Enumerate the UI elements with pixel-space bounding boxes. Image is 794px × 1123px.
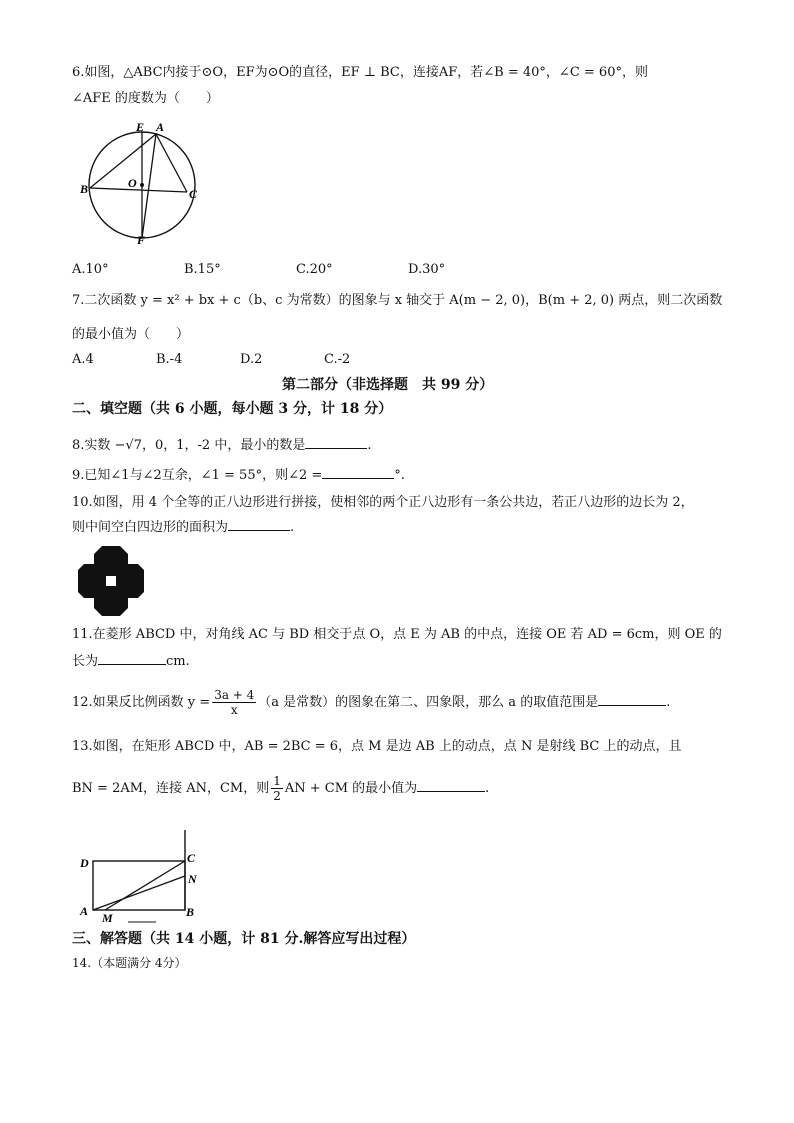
q10-line2	[72, 518, 294, 537]
q7-line2: 的最小值为（ ）	[72, 327, 190, 342]
q11-text: 长为	[72, 654, 99, 669]
q13-rectangle-figure	[72, 826, 212, 926]
label-D: D	[80, 856, 89, 870]
q6-line2: ∠AFE 的度数为（ ）	[72, 91, 219, 106]
q10-text: 则中间空白四边形的面积为	[72, 520, 229, 535]
q6-option-b: B.15°	[184, 262, 221, 277]
q12-end: .	[666, 695, 671, 710]
q6-circle-figure	[76, 118, 206, 248]
label-F: F	[137, 233, 146, 247]
q12-post: （a 是常数）的图象在第二、四象限，那么 a 的取值范围是	[258, 695, 599, 710]
q11-line1: 11.在菱形 ABCD 中，对角线 AC 与 BD 相交于点 O，点 E 为 AB 的中点，连接 OE 若 AD = 6cm，则 OE 的	[72, 627, 722, 642]
q11-line2	[72, 652, 190, 671]
q13-numerator: 1	[273, 774, 281, 788]
q14-header: 14.（本题满分 4分）	[72, 956, 187, 970]
q6-line1: 6.如图，△ABC内接于⊙O，EF为⊙O的直径，EF ⊥ BC，连接AF，若∠B = 40°，∠C = 60°，则	[72, 65, 648, 80]
q13-fraction	[271, 774, 283, 803]
label-B: B	[80, 182, 89, 196]
label-C2: C	[187, 851, 196, 865]
label-E: E	[136, 120, 145, 134]
part2-title: 第二部分（非选择题 共 99 分）	[282, 377, 494, 393]
label-N: N	[188, 872, 197, 886]
q9-blank[interactable]	[322, 466, 394, 479]
q9-text: 9.已知∠1与∠2互余，∠1 = 55°，则∠2 =	[72, 468, 323, 483]
label-A2: A	[80, 904, 89, 918]
q8-text: 8.实数 −√7，0，1，-2 中，最小的数是	[72, 438, 306, 453]
q12-blank[interactable]	[598, 693, 666, 706]
q12-fraction	[212, 688, 256, 717]
q7-line1: 7.二次函数 y = x² + bx + c（b、c 为常数）的图象与 x 轴交于 A(m − 2, 0)，B(m + 2, 0) 两点，则二次函数	[72, 293, 723, 308]
q7-option-d: D.2	[240, 352, 263, 367]
label-M: M	[102, 911, 113, 925]
q8-end: .	[367, 438, 372, 453]
q10-blank[interactable]	[228, 518, 290, 531]
q12-pre: 12.如果反比例函数 y =	[72, 695, 211, 710]
q13-end: .	[485, 781, 490, 796]
label-A: A	[156, 120, 165, 134]
q6-option-d: D.30°	[408, 262, 446, 277]
q11-blank[interactable]	[98, 652, 166, 665]
q12-line	[72, 686, 670, 720]
section3-title: 三、解答题（共 14 小题，计 81 分.解答应写出过程）	[72, 931, 416, 947]
q10-end: .	[290, 520, 295, 535]
section2-title: 二、填空题（共 6 小题，每小题 3 分，计 18 分）	[72, 401, 393, 417]
q13-pre: BN = 2AM，连接 AN，CM，则	[72, 781, 270, 796]
q10-octagons-figure	[78, 546, 144, 618]
q13-post: AN + CM 的最小值为	[284, 781, 418, 796]
q13-line1: 13.如图，在矩形 ABCD 中，AB = 2BC = 6，点 M 是边 AB 上的动点，点 N 是射线 BC 上的动点，且	[72, 739, 682, 754]
q12-numerator: 3a + 4	[214, 688, 255, 702]
q7-option-a: A.4	[72, 352, 94, 367]
q13-denominator: 2	[273, 789, 281, 803]
q8-line	[72, 436, 371, 455]
q6-option-c: C.20°	[296, 262, 333, 277]
q8-blank[interactable]	[305, 436, 367, 449]
q10-line1: 10.如图，用 4 个全等的正八边形进行拼接，使相邻的两个正八边形有一条公共边，若正八边形的边长为 2，	[72, 495, 694, 510]
q13-blank[interactable]	[417, 779, 485, 792]
label-O: O	[128, 176, 137, 190]
q7-option-c: C.-2	[324, 352, 351, 367]
q12-denominator: x	[230, 703, 238, 717]
q9-end: °.	[394, 468, 405, 483]
label-C: C	[189, 187, 198, 201]
label-B2: B	[186, 905, 195, 919]
q7-option-b: B.-4	[156, 352, 183, 367]
q11-unit: cm.	[166, 654, 190, 669]
q6-option-a: A.10°	[72, 262, 109, 277]
q13-line2	[72, 772, 489, 806]
q9-line	[72, 466, 405, 485]
